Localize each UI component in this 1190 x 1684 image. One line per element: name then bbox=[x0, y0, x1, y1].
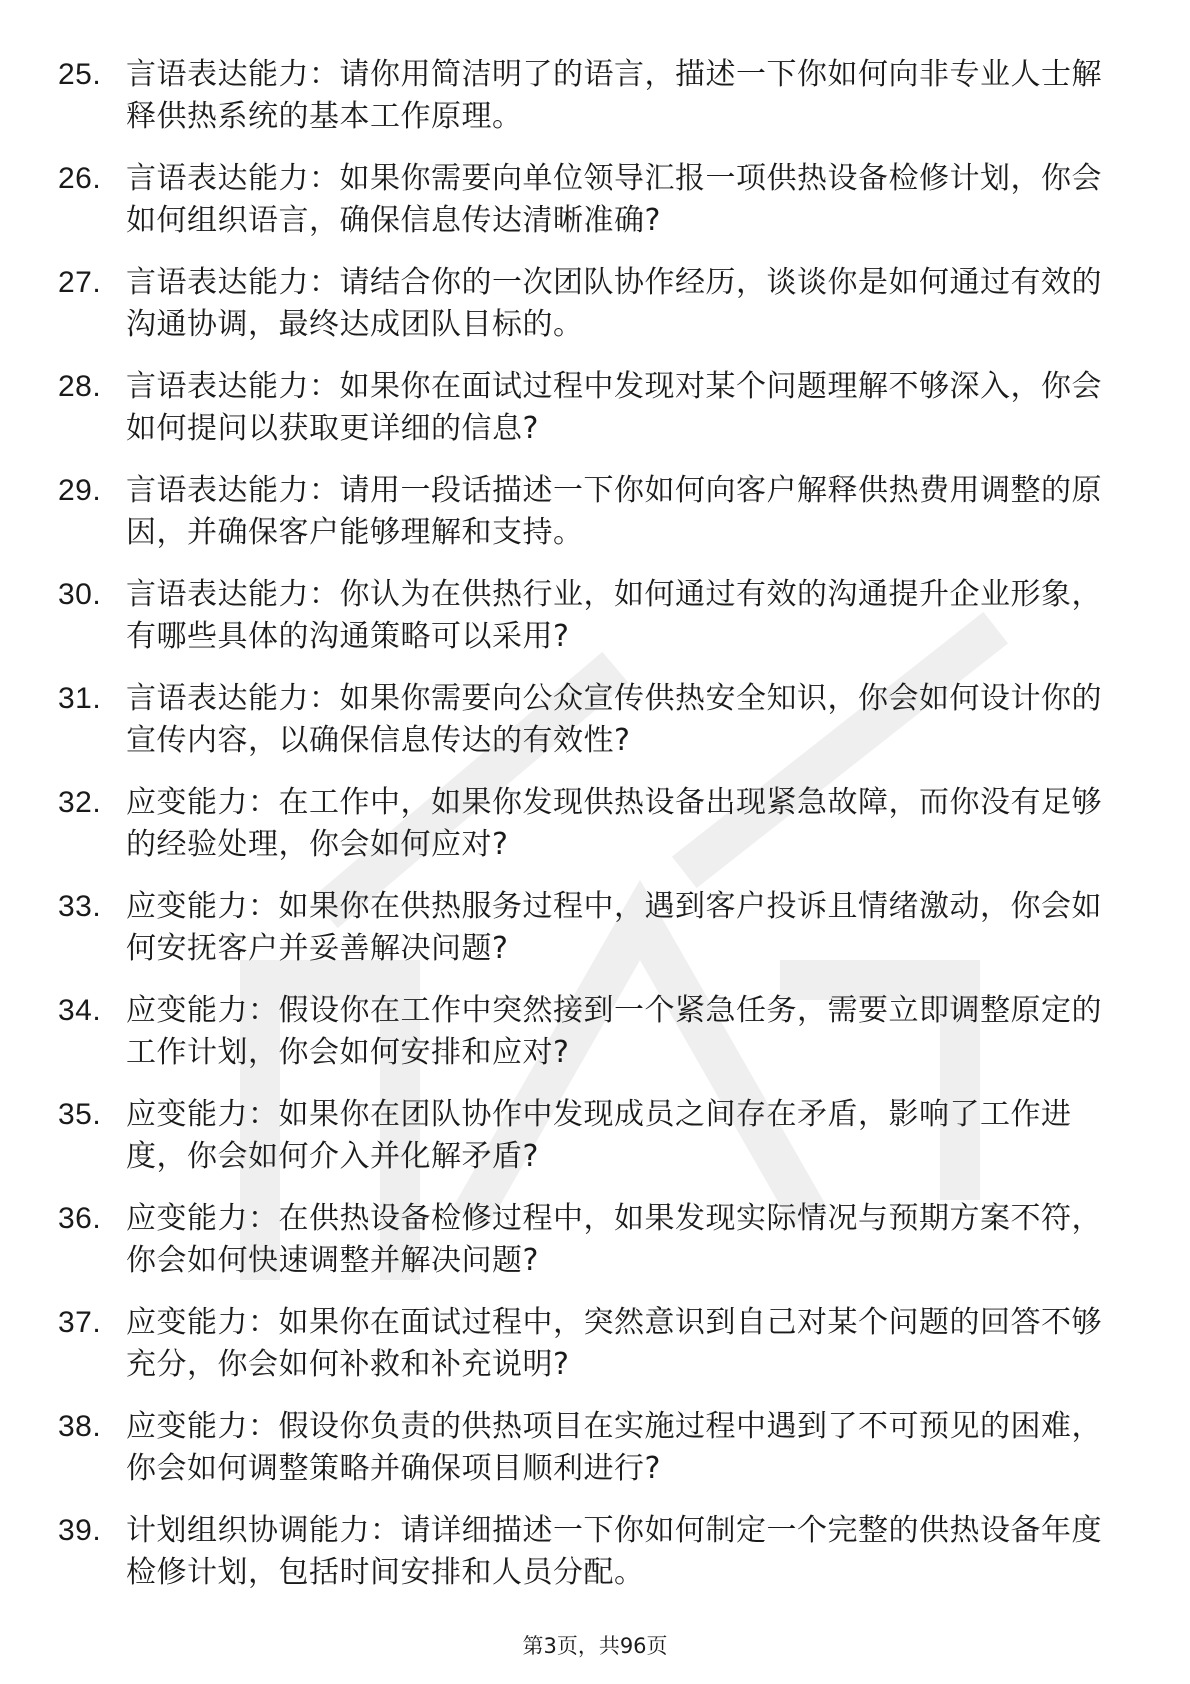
question-item bbox=[58, 262, 1118, 346]
question-text: 言语表达能力：请用一段话描述一下你如何向客户解释供热费用调整的原因，并确保客户能够理解和支持。 bbox=[126, 473, 1102, 550]
question-item bbox=[58, 1406, 1118, 1490]
question-item bbox=[58, 1302, 1118, 1386]
question-number: 31. bbox=[58, 682, 102, 715]
question-item bbox=[58, 574, 1118, 658]
question-item bbox=[58, 782, 1118, 866]
question-number: 36. bbox=[58, 1202, 102, 1235]
question-text: 言语表达能力：你认为在供热行业，如何通过有效的沟通提升企业形象，有哪些具体的沟通策略可以采用? bbox=[126, 577, 1102, 654]
question-text: 言语表达能力：如果你需要向单位领导汇报一项供热设备检修计划，你会如何组织语言，确保信息传达清晰准确? bbox=[126, 161, 1102, 238]
question-number: 25. bbox=[58, 58, 102, 91]
question-text: 应变能力：假设你负责的供热项目在实施过程中遇到了不可预见的困难，你会如何调整策略并确保项目顺利进行? bbox=[126, 1409, 1102, 1486]
question-text: 言语表达能力：请结合你的一次团队协作经历，谈谈你是如何通过有效的沟通协调，最终达成团队目标的。 bbox=[126, 265, 1102, 342]
question-number: 27. bbox=[58, 266, 102, 299]
question-text: 应变能力：假设你在工作中突然接到一个紧急任务，需要立即调整原定的工作计划，你会如何安排和应对? bbox=[126, 993, 1102, 1070]
question-text: 应变能力：如果你在供热服务过程中，遇到客户投诉且情绪激动，你会如何安抚客户并妥善解决问题? bbox=[126, 889, 1102, 966]
question-item bbox=[58, 54, 1118, 138]
question-text: 言语表达能力：如果你需要向公众宣传供热安全知识，你会如何设计你的宣传内容，以确保信息传达的有效性? bbox=[126, 681, 1102, 758]
question-text: 计划组织协调能力：请详细描述一下你如何制定一个完整的供热设备年度检修计划，包括时间安排和人员分配。 bbox=[126, 1513, 1102, 1590]
question-text: 言语表达能力：如果你在面试过程中发现对某个问题理解不够深入，你会如何提问以获取更详细的信息? bbox=[126, 369, 1102, 446]
question-item bbox=[58, 678, 1118, 762]
question-item bbox=[58, 1198, 1118, 1282]
question-item bbox=[58, 366, 1118, 450]
question-number: 39. bbox=[58, 1514, 102, 1547]
question-text: 言语表达能力：请你用简洁明了的语言，描述一下你如何向非专业人士解释供热系统的基本工作原理。 bbox=[126, 57, 1102, 134]
question-number: 26. bbox=[58, 162, 102, 195]
question-item bbox=[58, 1094, 1118, 1178]
question-text: 应变能力：如果你在团队协作中发现成员之间存在矛盾，影响了工作进度，你会如何介入并化解矛盾? bbox=[126, 1097, 1072, 1174]
question-number: 28. bbox=[58, 370, 102, 403]
question-number: 29. bbox=[58, 474, 102, 507]
question-number: 32. bbox=[58, 786, 102, 819]
question-item bbox=[58, 886, 1118, 970]
question-item bbox=[58, 158, 1118, 242]
question-number: 30. bbox=[58, 578, 102, 611]
question-text: 应变能力：如果你在面试过程中，突然意识到自己对某个问题的回答不够充分，你会如何补救和补充说明? bbox=[126, 1305, 1102, 1382]
question-item bbox=[58, 990, 1118, 1074]
question-number: 38. bbox=[58, 1410, 102, 1443]
question-item bbox=[58, 470, 1118, 554]
question-number: 34. bbox=[58, 994, 102, 1027]
page-footer bbox=[0, 1630, 1190, 1660]
question-list bbox=[58, 54, 1118, 1614]
question-number: 35. bbox=[58, 1098, 102, 1131]
question-number: 33. bbox=[58, 890, 102, 923]
question-text: 应变能力：在工作中，如果你发现供热设备出现紧急故障，而你没有足够的经验处理，你会如何应对? bbox=[126, 785, 1102, 862]
page-number-label: 第3页，共96页 bbox=[522, 1634, 668, 1658]
question-text: 应变能力：在供热设备检修过程中，如果发现实际情况与预期方案不符，你会如何快速调整并解决问题? bbox=[126, 1201, 1102, 1278]
question-number: 37. bbox=[58, 1306, 102, 1339]
question-item bbox=[58, 1510, 1118, 1594]
